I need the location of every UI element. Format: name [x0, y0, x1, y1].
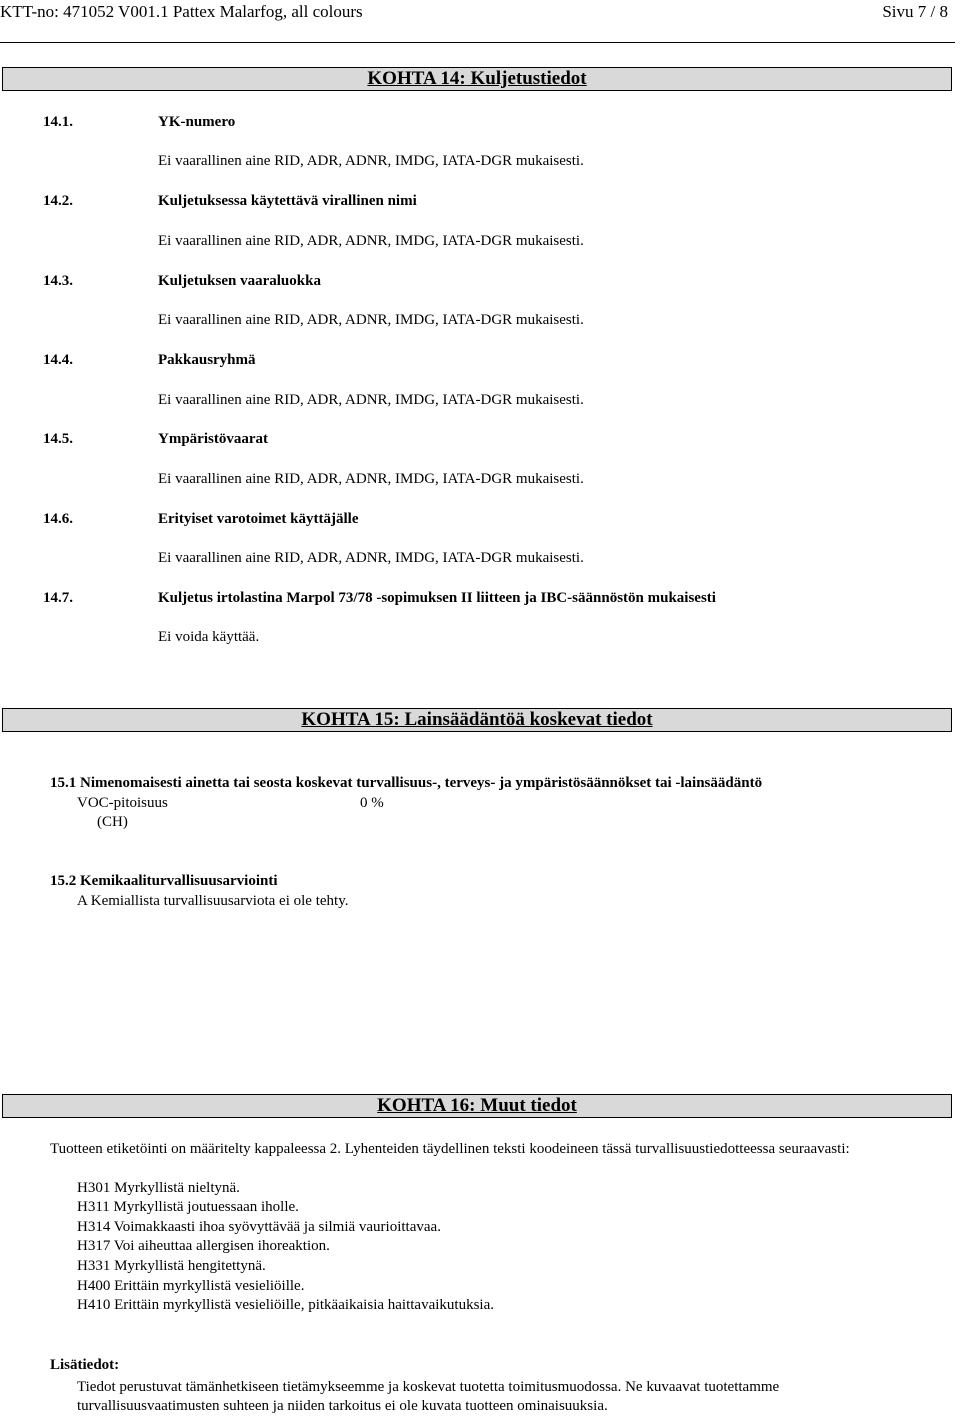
- item-14-7-text: Ei voida käyttää.: [158, 629, 260, 645]
- document-id: KTT-no: 471052 V001.1 Pattex Malarfog, all colours: [0, 2, 363, 21]
- voc-value: 0 %: [360, 795, 384, 811]
- item-14-1-text: Ei vaarallinen aine RID, ADR, ADNR, IMDG, IATA-DGR mukaisesti.: [158, 153, 584, 169]
- h-statement: H410 Erittäin myrkyllistä vesieliöille, pitkäaikaisia haittavaikutuksia.: [77, 1297, 494, 1313]
- item-14-7-number: 14.7.: [43, 590, 73, 606]
- header-divider: [0, 42, 955, 43]
- item-14-5-number: 14.5.: [43, 431, 73, 447]
- extra-info-text: Tiedot perustuvat tämänhetkiseen tietämykseemme ja koskevat tuotetta toimitusmuodossa. Ne kuvaavat tuotettamme turvallisuusvaatimusten suhteen ja niiden tarkoitus ei ole kuvata tuotteen ominaisuuksia.: [77, 1379, 780, 1414]
- item-14-6-text: Ei vaarallinen aine RID, ADR, ADNR, IMDG, IATA-DGR mukaisesti.: [158, 550, 584, 566]
- section-15-heading: KOHTA 15: Lainsäädäntöä koskevat tiedot: [2, 708, 952, 732]
- section-15-2-text: A Kemiallista turvallisuusarviota ei ole tehty.: [77, 893, 349, 909]
- item-14-2-text: Ei vaarallinen aine RID, ADR, ADNR, IMDG, IATA-DGR mukaisesti.: [158, 233, 584, 249]
- item-14-5-title: Ympäristövaarat: [158, 431, 268, 447]
- section-15-2-title: 15.2 Kemikaaliturvallisuusarviointi: [50, 873, 278, 889]
- item-14-2-number: 14.2.: [43, 193, 73, 209]
- section-16-heading: KOHTA 16: Muut tiedot: [2, 1094, 952, 1118]
- item-14-3-title: Kuljetuksen vaaraluokka: [158, 273, 321, 289]
- voc-label-region: (CH): [97, 814, 128, 830]
- section-16-intro: Tuotteen etiketöinti on määritelty kappaleessa 2. Lyhenteiden täydellinen teksti koodeineen tässä turvallisuustiedotteessa seuraavasti:: [50, 1141, 850, 1157]
- voc-label: VOC-pitoisuus: [77, 795, 168, 811]
- item-14-4-number: 14.4.: [43, 352, 73, 368]
- item-14-5-text: Ei vaarallinen aine RID, ADR, ADNR, IMDG, IATA-DGR mukaisesti.: [158, 471, 584, 487]
- section-15-1-title: 15.1 Nimenomaisesti ainetta tai seosta koskevat turvallisuus-, terveys- ja ympäristösäännökset tai -lainsäädäntö: [50, 775, 763, 791]
- item-14-4-title: Pakkausryhmä: [158, 352, 256, 368]
- item-14-1-number: 14.1.: [43, 114, 73, 130]
- section-14-heading: KOHTA 14: Kuljetustiedot: [2, 67, 952, 91]
- page-number: Sivu 7 / 8: [882, 2, 948, 21]
- item-14-3-text: Ei vaarallinen aine RID, ADR, ADNR, IMDG, IATA-DGR mukaisesti.: [158, 312, 584, 328]
- item-14-6-title: Erityiset varotoimet käyttäjälle: [158, 511, 359, 527]
- h-statement: H311 Myrkyllistä joutuessaan iholle.: [77, 1199, 299, 1215]
- h-statement: H317 Voi aiheuttaa allergisen ihoreaktion.: [77, 1238, 330, 1254]
- h-statement: H331 Myrkyllistä hengitettynä.: [77, 1258, 266, 1274]
- item-14-6-number: 14.6.: [43, 511, 73, 527]
- h-statement: H314 Voimakkaasti ihoa syövyttävää ja silmiä vaurioittavaa.: [77, 1219, 441, 1235]
- item-14-1-title: YK-numero: [158, 114, 236, 130]
- item-14-4-text: Ei vaarallinen aine RID, ADR, ADNR, IMDG, IATA-DGR mukaisesti.: [158, 392, 584, 408]
- item-14-7-title: Kuljetus irtolastina Marpol 73/78 -sopimuksen II liitteen ja IBC-säännöstön mukaisesti: [158, 590, 716, 606]
- h-statement: H400 Erittäin myrkyllistä vesieliöille.: [77, 1278, 305, 1294]
- h-statement: H301 Myrkyllistä nieltynä.: [77, 1180, 240, 1196]
- item-14-2-title: Kuljetuksessa käytettävä virallinen nimi: [158, 193, 417, 209]
- item-14-3-number: 14.3.: [43, 273, 73, 289]
- extra-info-label: Lisätiedot:: [50, 1357, 120, 1373]
